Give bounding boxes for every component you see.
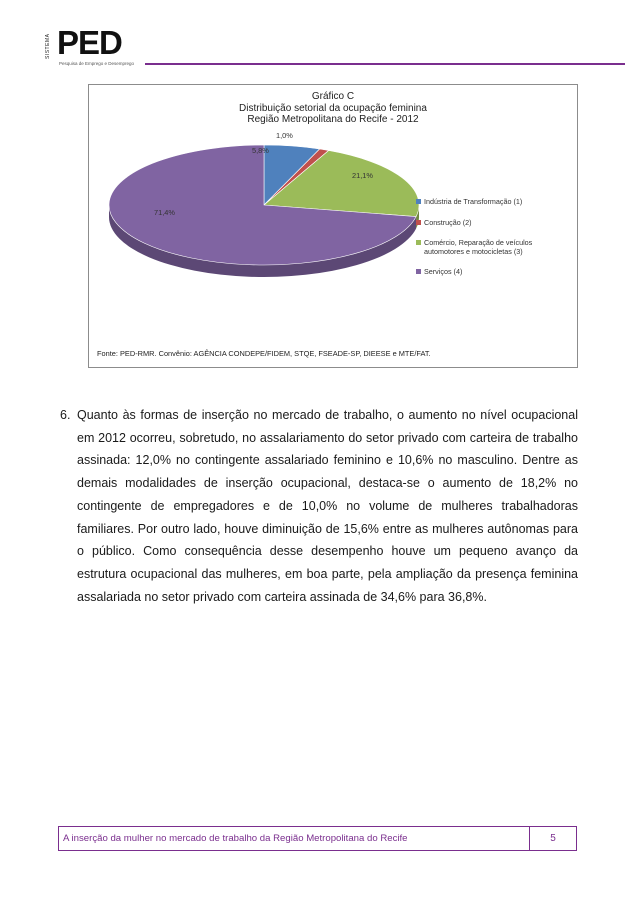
chart-title-line: Distribuição setorial da ocupação feminina bbox=[239, 102, 427, 114]
legend-label: Indústria de Transformação (1) bbox=[424, 197, 523, 206]
paragraph-6 bbox=[60, 404, 578, 608]
page-footer bbox=[58, 826, 577, 851]
chart-legend bbox=[416, 198, 574, 289]
legend-label: Comércio, Reparação de veículos bbox=[424, 238, 533, 247]
paragraph-text: Quanto às formas de inserção no mercado de trabalho, o aumento no nível ocupacional em 2012 ocorreu, sobretudo, no assalariamento do setor privado com carteira de trabalho assinada: 12,0% no contingente assalariado feminino e 10,6% no masculino. Dentre as demais modalidades de inserção ocupacional, destaca-se o aumento de 18,2% no contingente de empregadores e de 10,0% no volume de mulheres trabalhadoras familiares. Por outro lado, houve diminuição de 15,6% entre as mulheres autônomas para o público. Como consequência desse desempenho houve um pequeno avanço da estrutura ocupacional das mulheres, em boa parte, pela ampliação da presença feminina assalariada no setor privado com carteira assinada de 34,6% para 36,8%. bbox=[77, 408, 578, 604]
logo-subtitle: Pesquisa de Emprego e Desemprego bbox=[59, 61, 135, 66]
legend-swatch bbox=[416, 269, 421, 274]
pie-value-label-1: 1,0% bbox=[276, 131, 293, 140]
legend-item bbox=[416, 219, 574, 228]
legend-item bbox=[416, 198, 574, 207]
pie-value-label-3: 71,4% bbox=[154, 208, 175, 217]
header-logo bbox=[45, 26, 625, 70]
item-number: 6. bbox=[60, 408, 71, 422]
logo-text: PED bbox=[57, 24, 122, 61]
pie-value-label-2: 21,1% bbox=[352, 171, 373, 180]
legend-swatch bbox=[416, 199, 421, 204]
page-number: 5 bbox=[529, 826, 576, 851]
chart-title-line: Gráfico C bbox=[311, 91, 355, 102]
pie-value-label-0: 5,8% bbox=[252, 146, 269, 155]
legend-label: Serviços (4) bbox=[424, 267, 463, 276]
footer-title: A inserção da mulher no mercado de trabalho da Região Metropolitana do Recife bbox=[63, 833, 408, 844]
legend-label: Construção (2) bbox=[424, 217, 472, 227]
legend-label: automotores e motocicletas (3) bbox=[424, 246, 523, 256]
chart-frame bbox=[88, 84, 578, 368]
legend-item bbox=[416, 268, 574, 277]
legend-swatch bbox=[416, 240, 421, 245]
chart-title-line: Região Metropolitana do Recife - 2012 bbox=[247, 114, 419, 125]
chart-source: Fonte: PED-RMR. Convênio: AGÊNCIA CONDEPE/FIDEM, STQE, FSEADE-SP, DIEESE e MTE/FAT. bbox=[97, 349, 431, 358]
header-rule bbox=[145, 63, 625, 65]
legend-swatch bbox=[416, 220, 421, 225]
logo-vertical-text: SISTEMA bbox=[45, 33, 51, 59]
legend-item bbox=[416, 239, 574, 256]
